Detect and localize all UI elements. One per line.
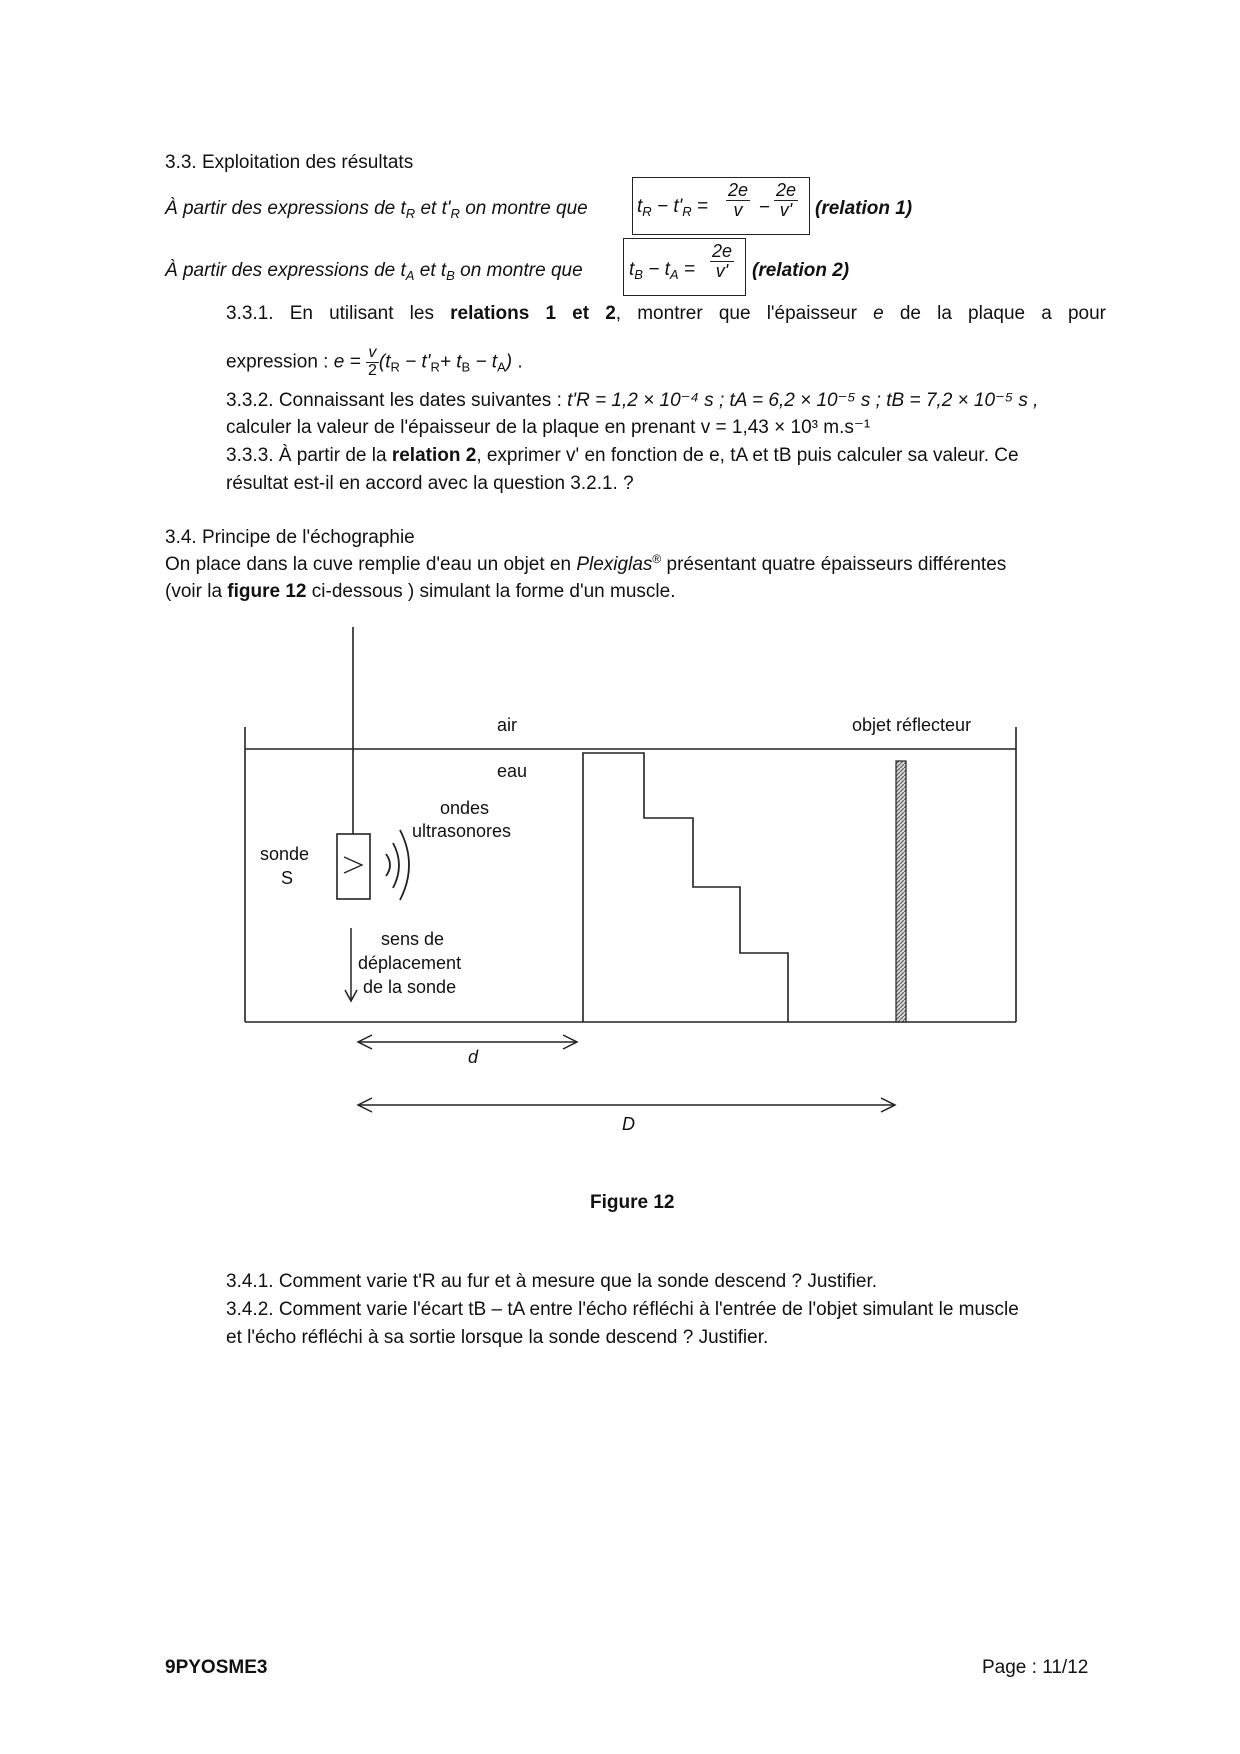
wave-arc-1 [386,854,390,876]
question-3-3-2-line1: 3.3.2. Connaissant les dates suivantes : t'R = 1,2 × 10⁻⁴ s ; tA = 6,2 × 10⁻⁵ s ; tB = 7,2 × 10⁻⁵ s , [226,390,1039,411]
label-waves-1: ondes [440,798,490,818]
label-probe-1: sonde [260,844,310,864]
question-3-3-3-line2: résultat est-il en accord avec la question 3.2.1. ? [226,473,634,494]
question-3-4-2-line1: 3.4.2. Comment varie l'écart tB – tA entre l'écho réfléchi à l'entrée de l'objet simulant le muscle [226,1299,1019,1320]
label-air: air [497,715,518,735]
question-3-3-1: 3.3.1. En utilisant les relations 1 et 2, montrer que l'épaisseur e de la plaque a pour [226,303,1107,324]
question-3-3-3-line1: 3.3.3. À partir de la relation 2, exprimer v' en fonction de e, tA et tB puis calculer sa valeur. Ce [226,445,1019,466]
relation1-frac-1: $\frac{2e}{v}$ [728,180,749,220]
figure-caption: Figure 12 [590,1192,675,1213]
label-direction-1: sens de [381,929,445,949]
question-3-4-2-line2: et l'écho réfléchi à sa sortie lorsque la sonde descend ? Justifier. [226,1327,769,1348]
relation2-intro: À partir des expressions de $t_A$ et $t_B$ on montre que [165,260,583,283]
staircase-object [583,753,788,1022]
relation1-minus: − [759,197,771,218]
relation1-intro: À partir des expressions de $t_R$ et $t'_R$ on montre que [165,198,588,221]
label-waves-2: ultrasonores [412,821,512,841]
question-3-3-2-line2: calculer la valeur de l'épaisseur de la plaque en prenant v = 1,43 × 10³ m.s⁻¹ [226,417,871,438]
label-direction-3: de la sonde [363,977,457,997]
label-water: eau [497,761,528,781]
reflector-object [896,761,906,1022]
relation1-frac-2: $\frac{2e}{v'}$ [776,180,797,220]
relation1-formula: $t_R - t'_R$ = [637,196,708,219]
question-3-3-1-expression: expression : e = $\frac{v}{2}$ $(t_R - t'_R+ t_B - t_A)$ . [226,344,523,379]
question-3-4-1: 3.4.1. Comment varie t'R au fur et à mesure que la sonde descend ? Justifier. [226,1271,878,1292]
probe-body [337,834,370,899]
section-3-4-paragraph-line1: On place dans la cuve remplie d'eau un objet en Plexiglas® présentant quatre épaisseurs différentes [165,552,1007,575]
label-reflector: objet réflecteur [852,715,972,735]
wave-arc-2 [393,843,399,888]
wave-arc-3 [400,830,409,900]
label-d: d [468,1047,479,1067]
relation2-label: (relation 2) [752,260,850,281]
label-D: D [622,1114,635,1134]
relation1-label: (relation 1) [815,198,913,219]
relation2-frac: $\frac{2e}{v'}$ [712,241,733,281]
section-3-4-heading: 3.4. Principe de l'échographie [165,527,415,548]
relation2-formula: $t_B - t_A$ = [629,259,695,282]
section-3-3-heading: 3.3. Exploitation des résultats [165,152,414,173]
section-3-4-paragraph-line2: (voir la figure 12 ci-dessous ) simulant la forme d'un muscle. [165,581,676,602]
footer-page-number: Page : 11/12 [982,1657,1089,1678]
label-direction-2: déplacement [358,953,462,973]
label-probe-2: S [281,868,294,888]
footer-code: 9PYOSME3 [165,1657,268,1678]
